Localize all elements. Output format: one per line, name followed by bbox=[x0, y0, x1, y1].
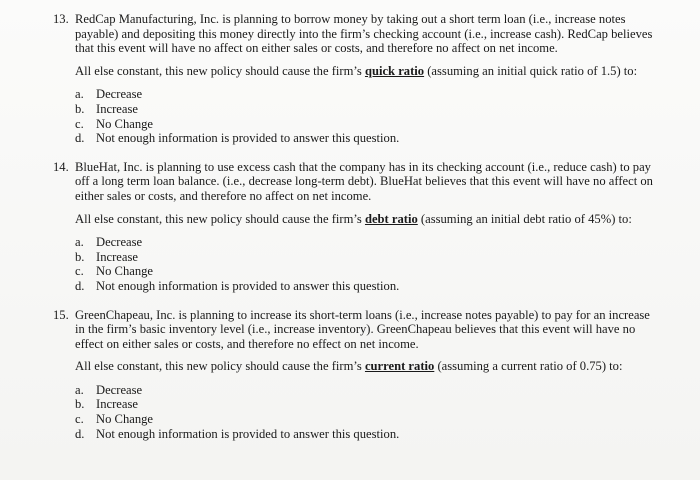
question-number: 13. bbox=[53, 12, 69, 26]
option-text: Increase bbox=[96, 397, 138, 412]
answer-option[interactable] bbox=[75, 102, 660, 117]
answer-option[interactable] bbox=[75, 279, 660, 294]
question-14 bbox=[38, 160, 660, 294]
option-text: Decrease bbox=[96, 235, 143, 250]
option-text: Decrease bbox=[96, 382, 143, 397]
answer-option[interactable] bbox=[75, 235, 660, 250]
option-text: Not enough information is provided to answer this question. bbox=[96, 278, 400, 293]
option-letter: c. bbox=[75, 116, 84, 131]
answer-options bbox=[75, 383, 660, 441]
question-number: 15. bbox=[53, 307, 69, 322]
option-letter: a. bbox=[75, 382, 84, 397]
option-text: No Change bbox=[96, 264, 154, 279]
answer-option[interactable] bbox=[75, 412, 660, 427]
answer-option[interactable] bbox=[75, 427, 660, 442]
answer-option[interactable] bbox=[75, 264, 660, 279]
option-letter: d. bbox=[75, 426, 85, 441]
question-prompt bbox=[75, 359, 660, 374]
option-letter: a. bbox=[75, 235, 84, 250]
option-letter: a. bbox=[75, 87, 84, 102]
option-text: Increase bbox=[96, 249, 138, 264]
option-text: Increase bbox=[96, 101, 138, 116]
ratio-term: debt ratio bbox=[364, 211, 418, 226]
option-letter: b. bbox=[75, 101, 85, 116]
option-text: No Change bbox=[96, 116, 154, 131]
answer-option[interactable] bbox=[75, 383, 660, 398]
question-prompt bbox=[75, 64, 660, 79]
option-text: Decrease bbox=[96, 87, 143, 102]
option-letter: b. bbox=[75, 397, 85, 412]
question-stem: RedCap Manufacturing, Inc. is planning to borrow money by taking out a short term loan (i.e., increase notes payable) and depositing this money directly into the firm’s checking account (i.e., increase cash). RedCap believes that this event will have no affect on either sales or costs, and therefore no affect on net income. bbox=[75, 12, 653, 56]
prompt-text: All else constant, this new policy should cause the firm’s bbox=[75, 63, 365, 78]
prompt-text: (assuming a current ratio of 0.75) to: bbox=[434, 359, 623, 374]
ratio-term: quick ratio bbox=[364, 63, 425, 78]
option-letter: d. bbox=[75, 131, 85, 146]
question-15 bbox=[38, 308, 660, 442]
option-letter: c. bbox=[75, 412, 84, 427]
answer-option[interactable] bbox=[75, 250, 660, 265]
answer-options bbox=[75, 235, 660, 293]
question-number: 14. bbox=[53, 159, 69, 174]
prompt-text: All else constant, this new policy should cause the firm’s bbox=[75, 211, 365, 226]
question-13 bbox=[38, 12, 660, 146]
prompt-text: All else constant, this new policy should cause the firm’s bbox=[75, 359, 365, 374]
answer-option[interactable] bbox=[75, 397, 660, 412]
question-prompt bbox=[75, 212, 660, 227]
question-stem: BlueHat, Inc. is planning to use excess cash that the company has in its checking account (i.e., reduce cash) to pay off a long term loan balance. (i.e., decrease long-term debt). BlueHat believes that this event will have no affect on either sales or costs, and therefore no affect on net income. bbox=[75, 159, 653, 203]
option-letter: b. bbox=[75, 249, 85, 264]
answer-option[interactable] bbox=[75, 117, 660, 132]
option-text: Not enough information is provided to answer this question. bbox=[96, 131, 400, 146]
ratio-term: current ratio bbox=[364, 359, 435, 374]
question-stem: GreenChapeau, Inc. is planning to increase its short-term loans (i.e., increase notes payable) to pay for an increase in the firm’s basic inventory level (i.e., increase inventory). GreenChapeau believes that this event will have no effect on either sales or costs, and therefore no effect on net income. bbox=[75, 307, 650, 351]
option-letter: d. bbox=[75, 278, 85, 293]
answer-options bbox=[75, 87, 660, 145]
option-letter: c. bbox=[75, 264, 84, 279]
option-text: No Change bbox=[96, 412, 154, 427]
prompt-text: (assuming an initial quick ratio of 1.5) to: bbox=[424, 63, 638, 78]
option-text: Not enough information is provided to answer this question. bbox=[96, 426, 400, 441]
answer-option[interactable] bbox=[75, 131, 660, 146]
prompt-text: (assuming an initial debt ratio of 45%) to: bbox=[417, 211, 632, 226]
answer-option[interactable] bbox=[75, 87, 660, 102]
